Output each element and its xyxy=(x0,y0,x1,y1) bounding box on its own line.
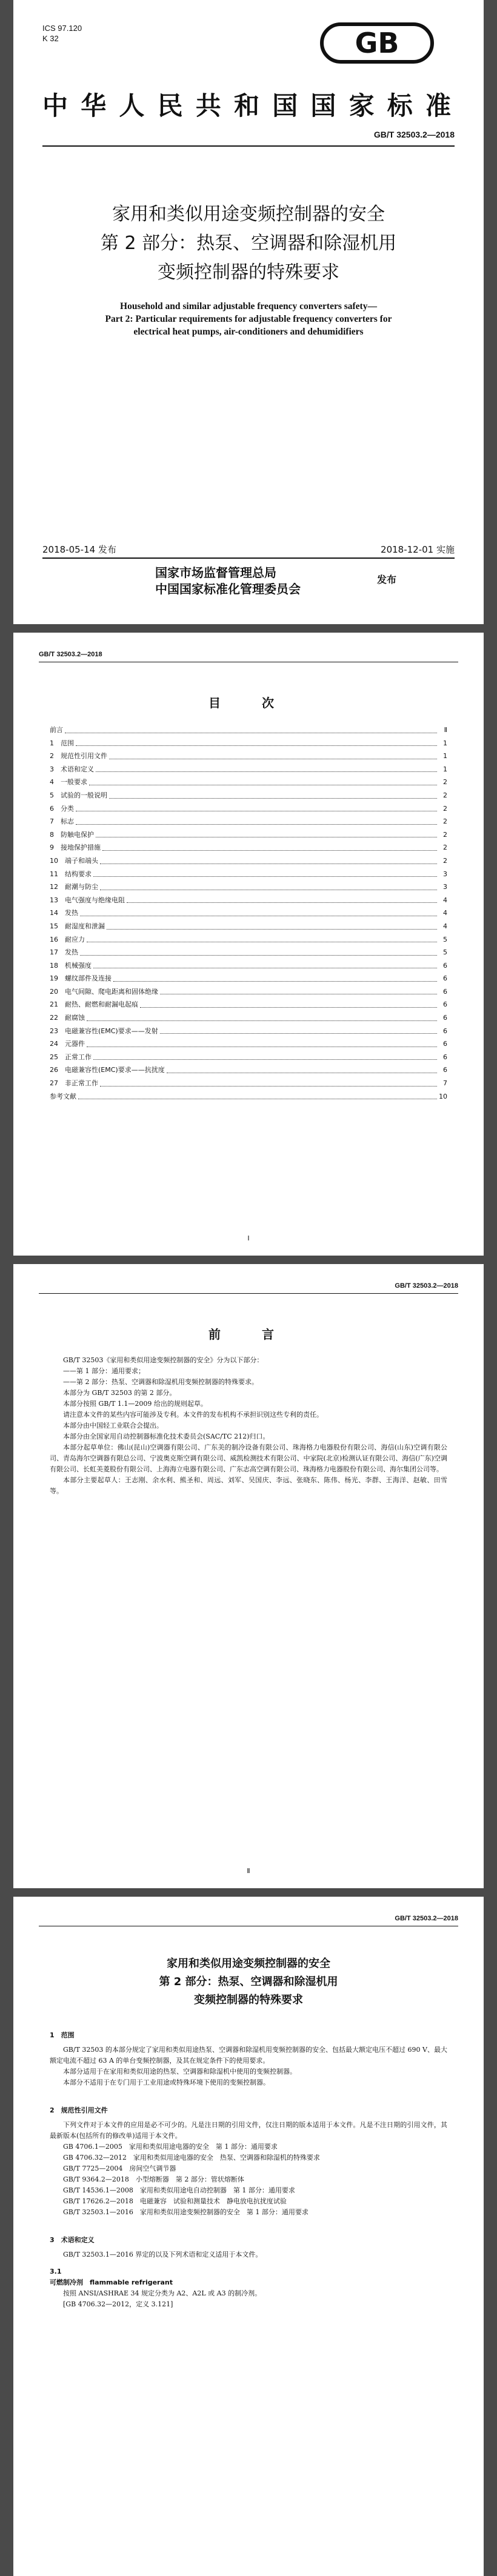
toc-page xyxy=(13,633,484,1256)
toc-entry[interactable] xyxy=(50,854,447,868)
toc-entry[interactable] xyxy=(50,894,447,907)
toc-entry[interactable] xyxy=(50,920,447,933)
foreword-page xyxy=(13,1264,484,1888)
toc-entry-page: 3 xyxy=(443,870,447,878)
toc-entry[interactable] xyxy=(50,946,447,959)
title-line: 变频控制器的特殊要求 xyxy=(194,1994,303,2006)
toc-title: 目 次 xyxy=(208,696,289,710)
document-title xyxy=(50,1955,447,2009)
standard-number: GB/T 32503.2—2018 xyxy=(373,130,455,139)
running-head: GB/T 32503.2—2018 xyxy=(395,1282,458,1290)
foreword-title: 前 言 xyxy=(208,1327,289,1342)
toc-leader-dots xyxy=(96,763,437,773)
reference-item: GB/T 17626.2—2018 电磁兼容 试验和测量技术 静电放电抗扰度试验 xyxy=(63,2197,287,2205)
term-source-note: [GB 4706.32—2012，定义 3.121] xyxy=(63,2300,173,2308)
toc-entry-title: 22 耐腐蚀 xyxy=(50,1014,85,1022)
page-number: Ⅱ xyxy=(247,1868,250,1875)
foreword-paragraph: 本部分起草单位：佛山(昆山)空调器有限公司、广东美的制冷设备有限公司、珠海格力电器股份有限公司、海信(山东)空调有限公司、青岛海尔空调器有限总公司、宁波奥克斯空调有限公司、威凯检测技术有限公司、中家院(北京)检测认证有限公司、海信(广东)空调有限公司、长虹美菱股份有限公司、上海海立电器有限公司、广东志高空调有限公司、珠海格力电器股份有限公司、海尔集团公司等。 xyxy=(50,1443,447,1473)
toc-entry[interactable] xyxy=(50,907,447,920)
toc-entry-title: 12 耐潮与防尘 xyxy=(50,883,98,891)
toc-entry-page: 6 xyxy=(443,974,447,983)
toc-entry-page: 6 xyxy=(443,1066,447,1074)
reference-item: GB/T 9364.2—2018 小型熔断器 第 2 部分：管状熔断体 xyxy=(63,2175,244,2183)
toc-leader-dots xyxy=(160,1025,437,1034)
toc-entry-title: 26 电磁兼容性(EMC)要求——抗扰度 xyxy=(50,1066,165,1074)
toc-entry-page: 5 xyxy=(443,935,447,944)
toc-entry-title: 5 试验的一般说明 xyxy=(50,791,107,799)
toc-leader-dots xyxy=(76,802,437,812)
toc-entry-title: 25 正常工作 xyxy=(50,1053,92,1061)
toc-entry[interactable] xyxy=(50,750,447,763)
toc-entry-page: 6 xyxy=(443,1000,447,1009)
publish-date: 2018-05-14 发布 xyxy=(42,544,116,555)
toc-entry-title: 11 结构要求 xyxy=(50,870,92,878)
toc-entry-page: Ⅱ xyxy=(444,726,447,734)
toc-entry-title: 7 标志 xyxy=(50,817,74,826)
toc-leader-dots xyxy=(102,841,437,851)
toc-leader-dots xyxy=(109,750,437,759)
toc-entry-title: 10 端子和端头 xyxy=(50,856,98,865)
toc-leader-dots xyxy=(160,985,437,995)
toc-entry-page: 10 xyxy=(439,1092,447,1100)
toc-leader-dots xyxy=(109,789,437,799)
toc-entry-page: 2 xyxy=(443,844,447,852)
ccs-number: K 32 xyxy=(42,34,59,43)
toc-leader-dots xyxy=(80,907,437,916)
english-title-line: Part 2: Particular requirements for adjustable frequency converters for xyxy=(105,314,392,324)
toc-leader-dots xyxy=(100,1077,437,1087)
page-number: Ⅰ xyxy=(247,1235,250,1242)
toc-leader-dots xyxy=(140,998,437,1008)
cover-page xyxy=(13,0,484,624)
toc-entry-title: 19 螺纹部件及连接 xyxy=(50,974,112,983)
svg-text:GB: GB xyxy=(355,27,399,59)
reference-list xyxy=(50,2142,447,2218)
toc-entry-page: 2 xyxy=(443,791,447,799)
toc-entry[interactable] xyxy=(50,1077,447,1090)
issuer-samr: 国家市场监督管理总局 xyxy=(155,565,276,580)
paragraph: 下列文件对于本文件的应用是必不可少的。凡是注日期的引用文件，仅注日期的版本适用于本文件。凡是不注日期的引用文件，其最新版本(包括所有的修改单)适用于本文件。 xyxy=(50,2121,447,2140)
toc-entry-page: 2 xyxy=(443,830,447,839)
toc-entry-title: 6 分类 xyxy=(50,804,74,813)
toc-leader-dots xyxy=(65,724,437,733)
foreword-paragraph: 本部分由中国轻工业联合会提出。 xyxy=(63,1422,163,1429)
toc-leader-dots xyxy=(87,1037,437,1047)
toc-entry-page: 6 xyxy=(443,1040,447,1048)
toc-entry-page: 6 xyxy=(443,987,447,996)
reference-item: GB/T 32503.1—2016 家用和类似用途变频控制器的安全 第 1 部分：通用要求 xyxy=(63,2208,309,2216)
toc-entry[interactable] xyxy=(50,1090,447,1103)
toc-leader-dots xyxy=(96,828,437,838)
chinese-title xyxy=(42,200,455,287)
toc-entry[interactable] xyxy=(50,998,447,1011)
paragraph: 本部分不适用于在专门用于工业用途或特殊环境下使用的变频控制器。 xyxy=(63,2078,270,2086)
toc-leader-dots xyxy=(107,920,437,930)
toc-entry[interactable] xyxy=(50,802,447,816)
main-text-page xyxy=(13,1897,484,2576)
foreword-paragraph: 本部分主要起草人：王志刚、余水利、熊圣和、周远、刘军、吴国庆、李远、张晓东、陈伟、杨光、李群、王海洋、赵敏、田雪等。 xyxy=(50,1476,447,1495)
toc-entry[interactable] xyxy=(50,1063,447,1077)
foreword-paragraph: 请注意本文件的某些内容可能涉及专利。本文件的发布机构不承担识别这些专利的责任。 xyxy=(63,1411,323,1419)
title-line: 第 2 部分：热泵、空调器和除湿机用 xyxy=(100,233,397,254)
publish-label: 发布 xyxy=(377,574,397,585)
toc-entry-title: 23 电磁兼容性(EMC)要求——发射 xyxy=(50,1027,158,1035)
toc-entry[interactable] xyxy=(50,737,447,750)
toc-entry[interactable] xyxy=(50,724,447,737)
toc-entry[interactable] xyxy=(50,880,447,894)
paragraph: 本部分适用于在家用和类似用途的热泵、空调器和除湿机中使用的变频控制器。 xyxy=(63,2068,296,2075)
toc-leader-dots xyxy=(89,776,437,785)
toc-entry-title: 4 一般要求 xyxy=(50,778,87,787)
toc-entry-page: 4 xyxy=(443,922,447,930)
toc-entry-title: 1 范围 xyxy=(50,739,74,747)
toc-entry[interactable] xyxy=(50,841,447,854)
foreword-paragraph: ——第 1 部分：通用要求； xyxy=(63,1367,145,1375)
reference-item: GB/T 7725—2004 房间空气调节器 xyxy=(63,2165,176,2172)
toc-entry-page: 5 xyxy=(443,948,447,957)
toc-leader-dots xyxy=(93,868,437,877)
toc-entry[interactable] xyxy=(50,763,447,776)
toc-entry[interactable] xyxy=(50,1051,447,1064)
english-title xyxy=(68,300,429,338)
toc-entry[interactable] xyxy=(50,1025,447,1038)
toc-entry[interactable] xyxy=(50,985,447,999)
toc-entry-page: 2 xyxy=(443,856,447,865)
toc-entry-page: 1 xyxy=(443,752,447,760)
toc-entry-page: 2 xyxy=(443,778,447,787)
toc-leader-dots xyxy=(100,854,437,864)
toc-entry-title: 前言 xyxy=(50,726,63,734)
toc-entry-page: 2 xyxy=(443,804,447,813)
toc-leader-dots xyxy=(167,1063,437,1073)
toc-leader-dots xyxy=(76,815,437,825)
toc-entry-page: 3 xyxy=(443,883,447,891)
toc-entry[interactable] xyxy=(50,815,447,828)
section-heading: 1 范围 xyxy=(50,2031,75,2039)
reference-item: GB 4706.1—2005 家用和类似用途电器的安全 第 1 部分：通用要求 xyxy=(63,2143,278,2151)
toc-leader-dots xyxy=(100,880,437,890)
implement-date: 2018-12-01 实施 xyxy=(381,544,455,555)
running-head: GB/T 32503.2—2018 xyxy=(395,1915,458,1922)
toc-leader-dots xyxy=(76,737,437,747)
ics-number: ICS 97.120 xyxy=(42,24,82,33)
toc-entry[interactable] xyxy=(50,1011,447,1025)
reference-item: GB 4706.32—2012 家用和类似用途电器的安全 热泵、空调器和除湿机的特殊要求 xyxy=(63,2154,320,2162)
running-head: GB/T 32503.2—2018 xyxy=(39,651,102,658)
toc-entry-title: 18 机械强度 xyxy=(50,961,92,970)
toc-entry-title: 21 耐热、耐燃和耐漏电起痕 xyxy=(50,1000,138,1009)
english-title-line: Household and similar adjustable frequency converters safety— xyxy=(120,301,377,311)
toc-entry-page: 6 xyxy=(443,1027,447,1035)
foreword-paragraph: 本部分为 GB/T 32503 的第 2 部分。 xyxy=(63,1389,176,1397)
toc-entry[interactable] xyxy=(50,868,447,881)
toc-entry-title: 24 元器件 xyxy=(50,1040,85,1048)
toc-entry-page: 7 xyxy=(443,1079,447,1088)
toc-entry-title: 9 接地保护措施 xyxy=(50,844,101,852)
running-head-rule xyxy=(39,1293,458,1294)
ics-code xyxy=(42,23,82,44)
toc-entry[interactable] xyxy=(50,933,447,947)
toc-leader-dots xyxy=(87,933,437,943)
title-line: 家用和类似用途变频控制器的安全 xyxy=(167,1957,330,1970)
issuing-authorities xyxy=(155,565,301,597)
toc-entry-page: 2 xyxy=(443,817,447,826)
toc-entry-page: 4 xyxy=(443,909,447,917)
toc-leader-dots xyxy=(93,1051,437,1060)
toc-entry-title: 27 非正常工作 xyxy=(50,1079,98,1088)
toc-entry-title: 3 术语和定义 xyxy=(50,765,94,773)
foreword-paragraph: 本部分按照 GB/T 1.1—2009 给出的规则起草。 xyxy=(63,1400,207,1408)
gb-logo-icon xyxy=(319,22,435,64)
toc-entry-title: 16 耐应力 xyxy=(50,935,85,944)
foreword-paragraph: 本部分由全国家用自动控制器标准化技术委员会(SAC/TC 212)归口。 xyxy=(63,1433,270,1440)
toc-leader-dots xyxy=(127,894,437,904)
toc-entry-title: 14 发热 xyxy=(50,909,78,917)
section-heading: 3 术语和定义 xyxy=(50,2236,95,2244)
toc-entry-page: 6 xyxy=(443,1014,447,1022)
toc-leader-dots xyxy=(93,959,437,969)
reference-item: GB/T 14536.1—2008 家用和类似用途电自动控制器 第 1 部分：通用要求 xyxy=(63,2186,295,2194)
bottom-divider xyxy=(42,557,455,559)
toc-entry-title: 2 规范性引用文件 xyxy=(50,752,107,760)
toc-leader-dots xyxy=(87,1011,437,1021)
paragraph: GB/T 32503 的本部分规定了家用和类似用途热泵、空调器和除湿机用变频控制器的安全、包括最大额定电压不超过 690 V、最大额定电流不超过 63 A 的单台变频控制器，及其在规定条件下的使用要求。 xyxy=(50,2046,447,2065)
toc-list xyxy=(50,724,447,1103)
english-title-line: electrical heat pumps, air-conditioners and dehumidifiers xyxy=(133,327,364,337)
section-heading: 2 规范性引用文件 xyxy=(50,2106,108,2114)
toc-entry-title: 8 防触电保护 xyxy=(50,830,94,839)
issuer-sac: 中国国家标准化管理委员会 xyxy=(155,582,301,596)
national-standard-title: 中华人民共和国国家标准 xyxy=(42,91,455,121)
toc-entry-page: 6 xyxy=(443,1053,447,1061)
toc-leader-dots xyxy=(113,972,437,982)
foreword-paragraph: ——第 2 部分：热泵、空调器和除湿机用变频控制器的特殊要求。 xyxy=(63,1378,258,1386)
toc-entry[interactable] xyxy=(50,776,447,789)
main-body xyxy=(50,2024,447,2310)
toc-entry[interactable] xyxy=(50,1037,447,1051)
toc-entry-title: 13 电气强度与绝缘电阻 xyxy=(50,896,125,904)
term-name: 可燃制冷剂 flammable refrigerant xyxy=(50,2278,173,2286)
term-number: 3.1 xyxy=(50,2268,62,2275)
toc-entry-title: 15 耐湿度和泄漏 xyxy=(50,922,105,930)
toc-entry[interactable] xyxy=(50,789,447,802)
toc-entry-title: 20 电气间隙、爬电距离和固体绝缘 xyxy=(50,987,158,996)
top-divider xyxy=(42,145,455,147)
paragraph: GB/T 32503.1—2016 界定的以及下列术语和定义适用于本文件。 xyxy=(63,2251,262,2258)
toc-entry-page: 1 xyxy=(443,739,447,747)
toc-entry-page: 1 xyxy=(443,765,447,773)
toc-entry-page: 6 xyxy=(443,961,447,970)
toc-entry-title: 参考文献 xyxy=(50,1092,76,1100)
toc-entry-title: 17 发热 xyxy=(50,948,78,957)
toc-entry-page: 4 xyxy=(443,896,447,904)
toc-leader-dots xyxy=(78,1090,437,1100)
title-line: 家用和类似用途变频控制器的安全 xyxy=(112,204,385,225)
toc-leader-dots xyxy=(80,946,437,956)
title-line: 第 2 部分：热泵、空调器和除湿机用 xyxy=(159,1975,338,1988)
title-line: 变频控制器的特殊要求 xyxy=(158,262,339,283)
foreword-body xyxy=(50,1355,447,1497)
toc-entry[interactable] xyxy=(50,828,447,842)
toc-entry[interactable] xyxy=(50,959,447,973)
toc-entry[interactable] xyxy=(50,972,447,985)
foreword-paragraph: GB/T 32503《家用和类似用途变频控制器的安全》分为以下部分： xyxy=(63,1356,264,1364)
term-definition: 按照 ANSI/ASHRAE 34 规定分类为 A2、A2L 或 A3 的制冷剂。 xyxy=(63,2289,262,2297)
